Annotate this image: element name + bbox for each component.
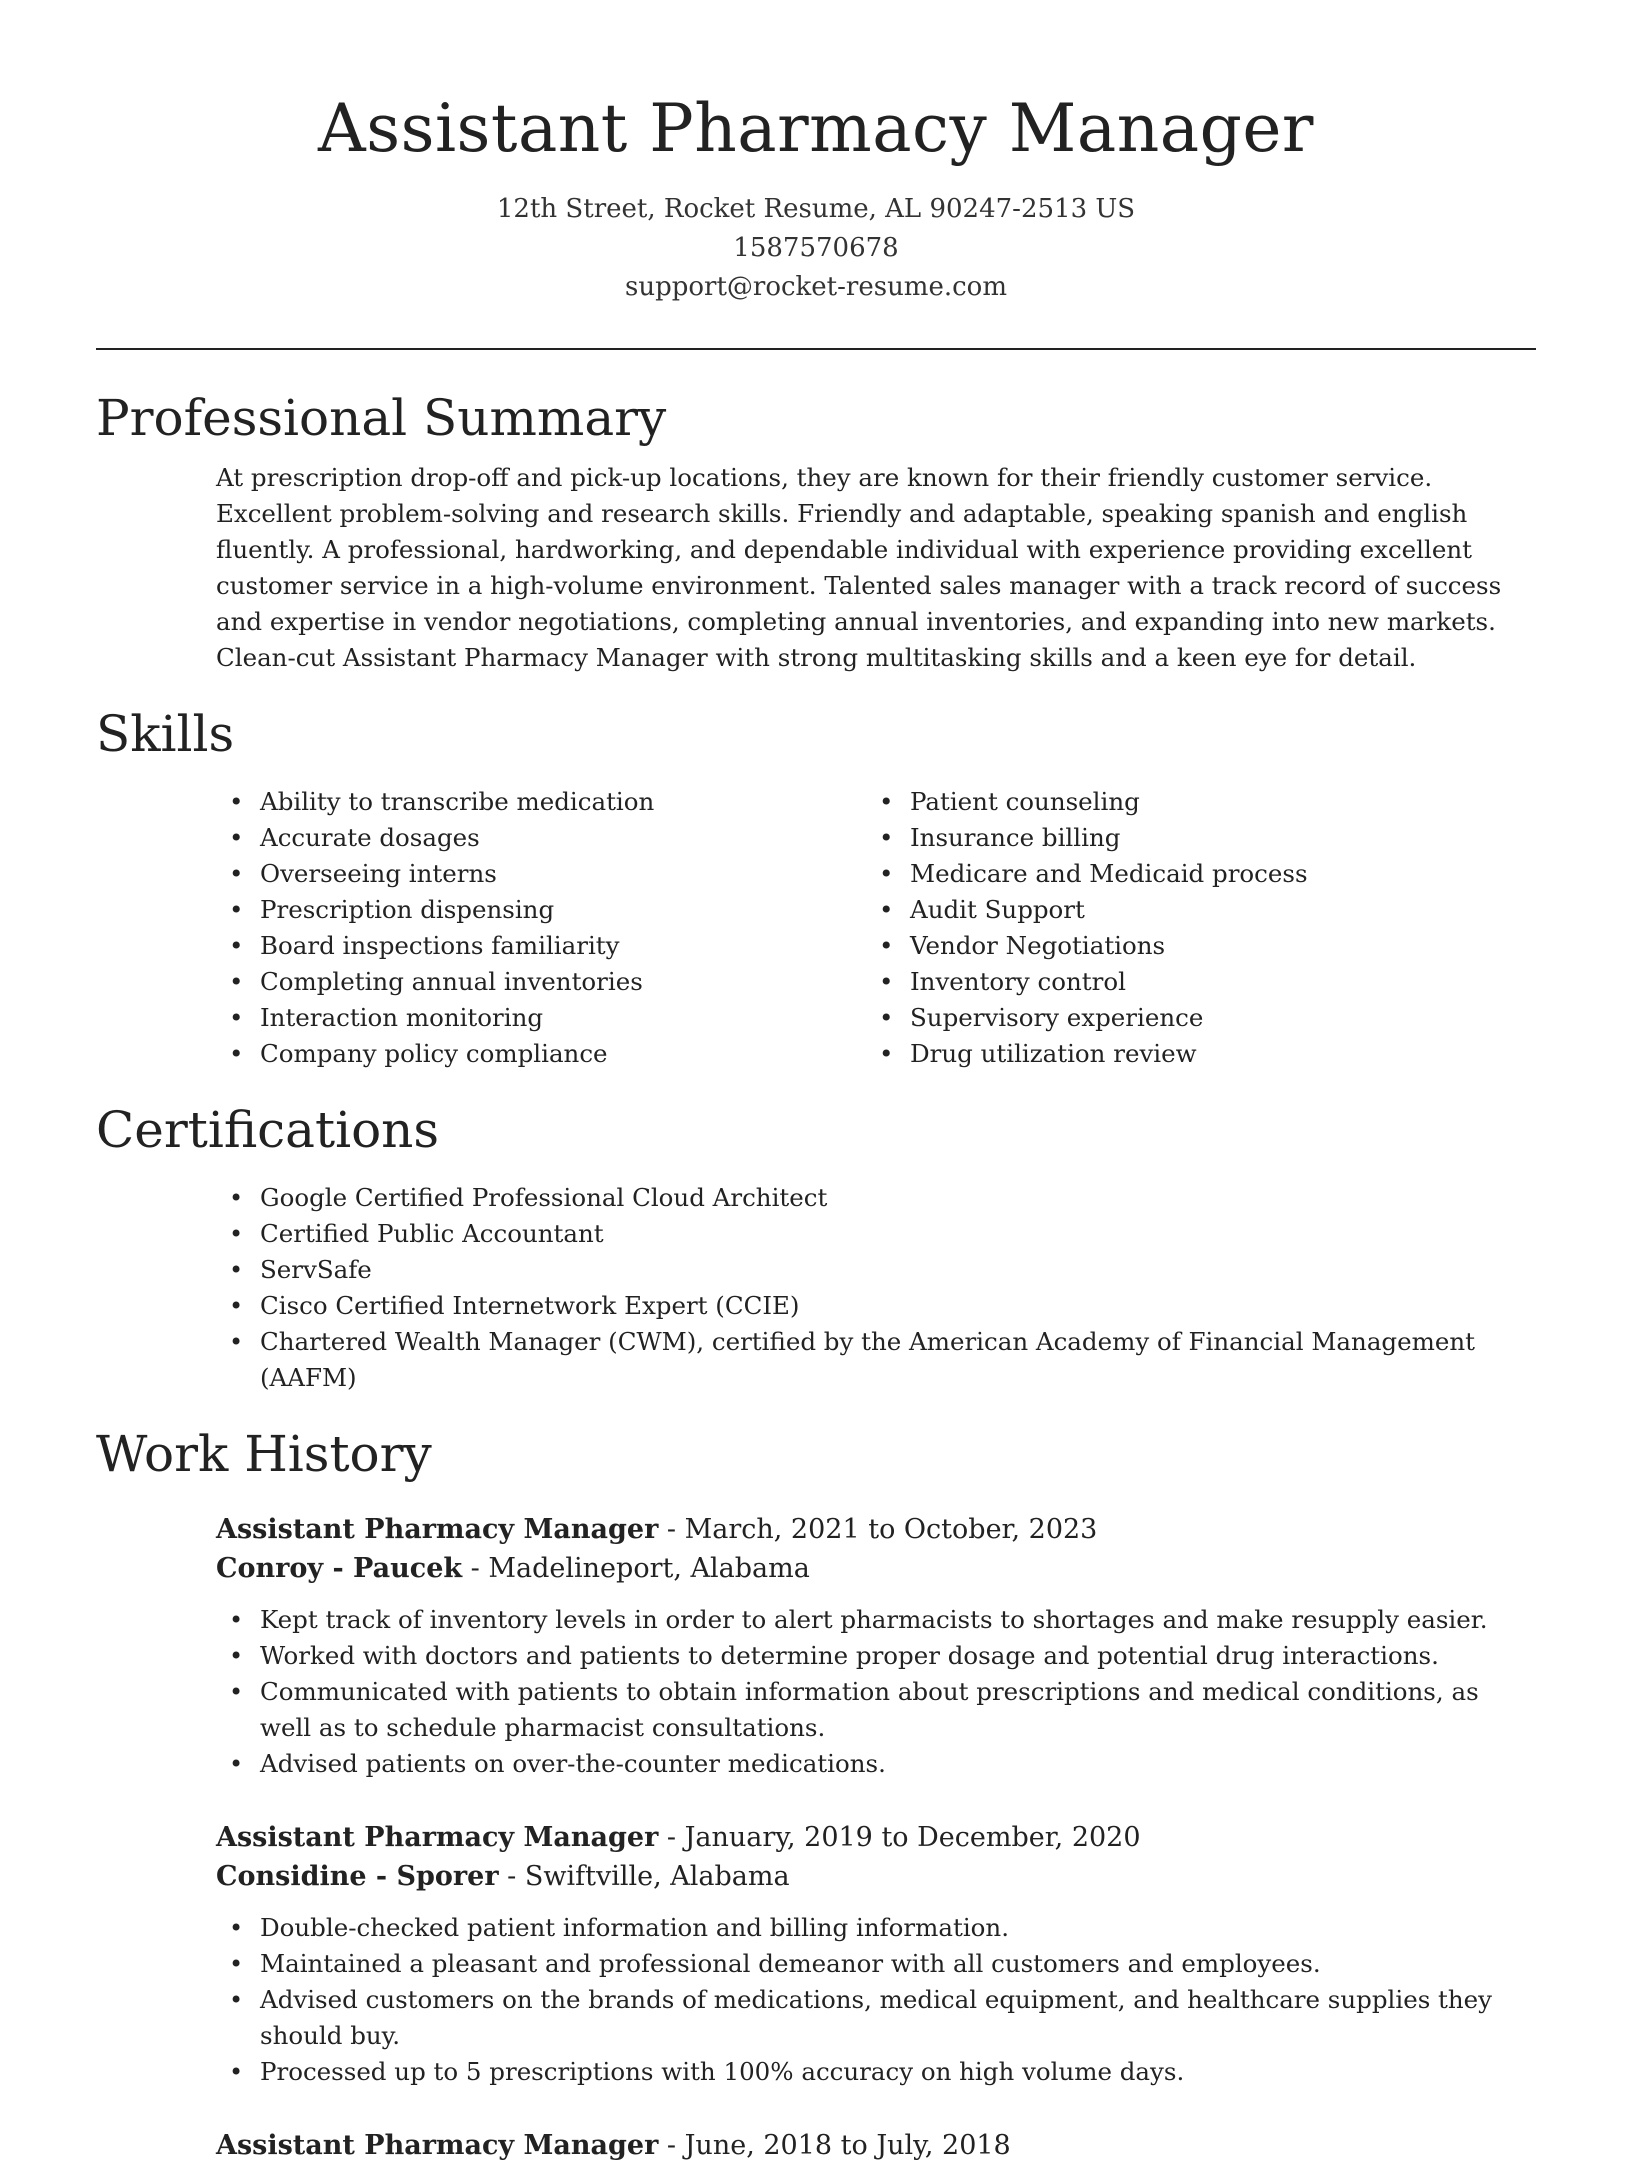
- address: 12th Street, Rocket Resume, AL 90247-2513 US: [496, 194, 1136, 224]
- candidate-title: Assistant Pharmacy Manager: [318, 90, 1314, 167]
- job-entry: [216, 1510, 1536, 1782]
- skill-item: • Patient counseling: [866, 784, 1516, 820]
- job-role: Assistant Pharmacy Manager: [216, 1822, 659, 1853]
- skills-heading: Skills: [96, 705, 235, 763]
- skills-right-column: [866, 784, 1516, 1072]
- job-duty: • Maintained a pleasant and professional demeanor with all customers and employees.: [216, 1946, 1536, 1982]
- skill-item: • Vendor Negotiations: [866, 928, 1516, 964]
- job-duty: • Advised customers on the brands of medications, medical equipment, and healthcare supplies they should buy.: [216, 1982, 1536, 2054]
- job-duties: [216, 1910, 1536, 2090]
- job-company: Conroy - Paucek: [216, 1553, 463, 1584]
- skill-item: • Interaction monitoring: [216, 1000, 866, 1036]
- summary-text: At prescription drop-off and pick-up locations, they are known for their friendly customer service. Excellent problem-solving and research skills. Friendly and adaptable, speaking spanish and english fluently. A professional, hardworking, and dependable individual with experience providing excellent customer service in a high-volume environment. Talented sales manager with a track record of success and expertise in vendor negotiations, completing annual inventories, and expanding into new markets. Clean-cut Assistant Pharmacy Manager with strong multitasking skills and a keen eye for detail.: [216, 463, 1502, 672]
- skill-item: • Audit Support: [866, 892, 1516, 928]
- skill-item: • Prescription dispensing: [216, 892, 866, 928]
- work-history-heading: Work History: [96, 1425, 432, 1483]
- job-location: Swiftville, Alabama: [524, 1861, 790, 1892]
- phone: 1587570678: [733, 233, 899, 263]
- skill-item: • Completing annual inventories: [216, 964, 866, 1000]
- job-duty: • Processed up to 5 prescriptions with 100% accuracy on high volume days.: [216, 2054, 1536, 2090]
- job-role: Assistant Pharmacy Manager: [216, 2130, 659, 2161]
- summary-heading: Professional Summary: [96, 389, 667, 447]
- work-history-section: [96, 1510, 1536, 2165]
- contact-block: [96, 190, 1536, 307]
- certifications-section: [96, 1180, 1536, 1396]
- certifications-list: [216, 1180, 1536, 1396]
- job-duties: [216, 1602, 1536, 1782]
- skills-left-column: [216, 784, 866, 1072]
- resume-header: [96, 0, 1536, 307]
- skill-item: • Medicare and Medicaid process: [866, 856, 1516, 892]
- job-duty: • Communicated with patients to obtain information about prescriptions and medical conditions, as well as to schedule pharmacist consultations.: [216, 1674, 1536, 1746]
- skill-item: • Supervisory experience: [866, 1000, 1516, 1036]
- job-title-line: Assistant Pharmacy Manager - March, 2021 to October, 2023: [216, 1514, 1098, 1545]
- job-duty: • Kept track of inventory levels in order to alert pharmacists to shortages and make resupply easier.: [216, 1602, 1536, 1638]
- skills-section: [96, 784, 1536, 1072]
- email: support@rocket-resume.com: [624, 272, 1007, 302]
- skill-item: • Inventory control: [866, 964, 1516, 1000]
- job-dates: June, 2018 to July, 2018: [684, 2130, 1011, 2161]
- skill-item: • Drug utilization review: [866, 1036, 1516, 1072]
- skill-item: • Board inspections familiarity: [216, 928, 866, 964]
- skill-item: • Company policy compliance: [216, 1036, 866, 1072]
- job-company-line: Conroy - Paucek - Madelineport, Alabama: [216, 1553, 810, 1584]
- certification-item: • ServSafe: [216, 1252, 1536, 1288]
- certification-item: • Cisco Certified Internetwork Expert (CCIE): [216, 1288, 1536, 1324]
- job-duty: • Double-checked patient information and billing information.: [216, 1910, 1536, 1946]
- header-divider: [96, 348, 1536, 350]
- job-company-line: Considine - Sporer - Swiftville, Alabama: [216, 1861, 790, 1892]
- job-role: Assistant Pharmacy Manager: [216, 1514, 659, 1545]
- job-company: Considine - Sporer: [216, 1861, 499, 1892]
- skill-item: • Insurance billing: [866, 820, 1516, 856]
- job-location: Madelineport, Alabama: [488, 1553, 810, 1584]
- job-duty: • Advised patients on over-the-counter medications.: [216, 1746, 1536, 1782]
- skill-item: • Accurate dosages: [216, 820, 866, 856]
- job-dates: January, 2019 to December, 2020: [684, 1822, 1141, 1853]
- skills-grid: [216, 784, 1536, 1072]
- job-entry: [216, 2126, 1536, 2165]
- skill-item: • Ability to transcribe medication: [216, 784, 866, 820]
- job-title-line: Assistant Pharmacy Manager - June, 2018 to July, 2018: [216, 2130, 1011, 2161]
- certification-item: • Google Certified Professional Cloud Architect: [216, 1180, 1536, 1216]
- certification-item: • Chartered Wealth Manager (CWM), certified by the American Academy of Financial Management (AAFM): [216, 1324, 1536, 1396]
- certifications-heading: Certifications: [96, 1101, 440, 1159]
- job-duty: • Worked with doctors and patients to determine proper dosage and potential drug interactions.: [216, 1638, 1536, 1674]
- job-entry: [216, 1818, 1536, 2090]
- job-dates: March, 2021 to October, 2023: [684, 1514, 1098, 1545]
- skill-item: • Overseeing interns: [216, 856, 866, 892]
- certification-item: • Certified Public Accountant: [216, 1216, 1536, 1252]
- job-title-line: Assistant Pharmacy Manager - January, 2019 to December, 2020: [216, 1822, 1141, 1853]
